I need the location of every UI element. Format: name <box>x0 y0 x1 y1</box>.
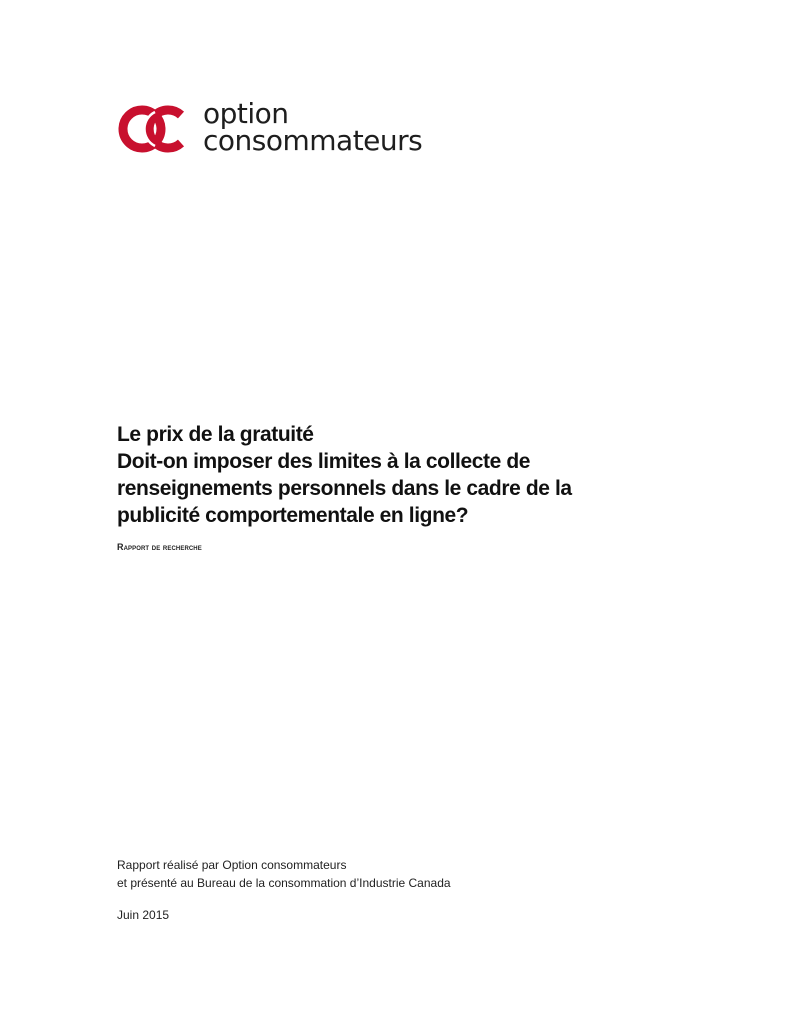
oc-monogram-icon <box>117 100 191 158</box>
logo-wordmark <box>203 97 423 157</box>
organization-logo <box>117 97 457 160</box>
document-title <box>117 421 677 529</box>
title-line-2: Doit-on imposer des limites à la collecte de <box>117 450 531 473</box>
publication-date: Juin 2015 <box>117 908 170 922</box>
logo-wordmark-line1: option <box>203 97 289 130</box>
credits <box>117 856 451 892</box>
credits-line-1: Rapport réalisé par Option consommateurs <box>117 858 347 872</box>
title-line-4: publicité comportementale en ligne? <box>117 504 469 527</box>
logo-wordmark-line2: consommateurs <box>203 124 423 157</box>
title-line-1: Le prix de la gratuité <box>117 423 314 446</box>
credits-line-2: et présenté au Bureau de la consommation d’Industrie Canada <box>117 876 451 890</box>
report-type-label: Rapport de recherche <box>117 542 202 552</box>
title-line-3: renseignements personnels dans le cadre de la <box>117 477 572 500</box>
